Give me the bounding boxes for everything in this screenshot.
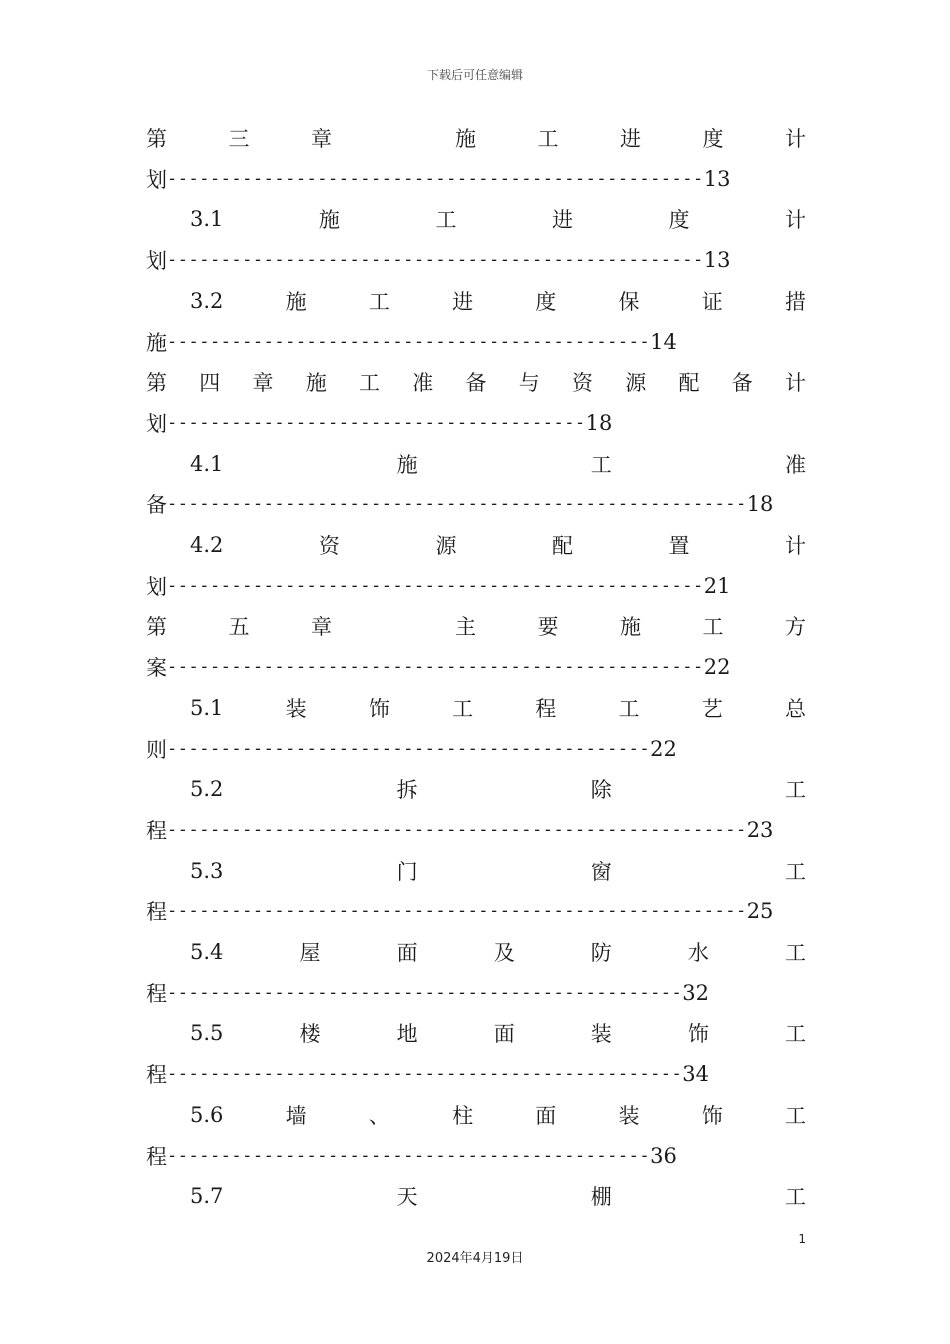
toc-title-last-char: 程 xyxy=(146,1063,167,1087)
toc-dot-leader: --------------------------------------- xyxy=(167,413,586,433)
toc-dot-leader: ------------------------------------------------ xyxy=(167,1064,683,1084)
toc-title-char: 饰 xyxy=(368,697,390,721)
toc-entry-leader-line[interactable] xyxy=(146,409,612,437)
toc-title-char: 拆 xyxy=(396,778,418,802)
toc-title-char: 装 xyxy=(590,1022,612,1046)
toc-entry-title[interactable] xyxy=(146,612,806,640)
toc-title-char: 工 xyxy=(368,290,390,314)
toc-entry-leader-line[interactable] xyxy=(146,1060,709,1088)
toc-title-last-char: 备 xyxy=(146,493,167,517)
toc-title-char: 总 xyxy=(784,697,806,721)
toc-title-char: 工 xyxy=(590,453,612,477)
toc-title-char: 第 xyxy=(146,371,167,395)
toc-title-char: 3.2 xyxy=(190,289,224,313)
toc-title-char: 4.2 xyxy=(190,533,224,557)
toc-entry-leader-line[interactable] xyxy=(146,735,677,763)
page-number: 1 xyxy=(798,1232,806,1246)
toc-entry-leader-line[interactable] xyxy=(146,979,709,1007)
toc-title-char: 工 xyxy=(784,860,806,884)
toc-dot-leader: -------------------------------------------------- xyxy=(167,250,704,270)
toc-title-char: 装 xyxy=(618,1104,640,1128)
toc-title-char: 窗 xyxy=(590,860,612,884)
toc-entry-title[interactable] xyxy=(190,1182,806,1210)
toc-title-char: 及 xyxy=(493,941,515,965)
toc-title-char: 施 xyxy=(305,371,327,395)
toc-title-char: 进 xyxy=(620,127,641,151)
toc-title-char: 度 xyxy=(702,127,724,151)
toc-title-char: 、 xyxy=(368,1104,390,1128)
toc-title-char: 面 xyxy=(535,1104,557,1128)
toc-title-char: 地 xyxy=(396,1022,418,1046)
toc-title-char: 准 xyxy=(784,453,806,477)
toc-title-char: 章 xyxy=(252,371,274,395)
toc-title-last-char: 程 xyxy=(146,1145,167,1169)
toc-title-char: 天 xyxy=(396,1185,418,1209)
toc-title-char: 计 xyxy=(784,208,806,232)
toc-entry-title[interactable] xyxy=(190,287,806,315)
toc-title-char: 源 xyxy=(625,371,647,395)
toc-title-char: 工 xyxy=(784,1185,806,1209)
toc-page-number: 32 xyxy=(682,981,710,1005)
toc-title-char: 除 xyxy=(590,778,612,802)
toc-title-last-char: 划 xyxy=(146,575,167,599)
toc-page-number: 18 xyxy=(585,411,613,435)
toc-title-last-char: 程 xyxy=(146,819,167,843)
toc-title-char: 章 xyxy=(311,615,332,639)
toc-entry-title[interactable] xyxy=(190,1101,806,1129)
toc-title-char: 水 xyxy=(687,941,709,965)
toc-title-last-char: 程 xyxy=(146,982,167,1006)
toc-title-char: 柱 xyxy=(452,1104,474,1128)
toc-title-char: 5.5 xyxy=(190,1021,224,1045)
toc-entry-title[interactable] xyxy=(146,368,806,396)
toc-dot-leader: --------------------------------------------- xyxy=(167,1146,651,1166)
toc-title-char: 面 xyxy=(396,941,418,965)
toc-title-char: 度 xyxy=(668,208,690,232)
toc-title-char: 工 xyxy=(784,941,806,965)
toc-entry-leader-line[interactable] xyxy=(146,490,773,518)
toc-title-char: 4.1 xyxy=(190,452,224,476)
toc-page-number: 36 xyxy=(650,1144,677,1168)
toc-title-char: 主 xyxy=(455,615,476,639)
toc-entry-leader-line[interactable] xyxy=(146,653,730,681)
toc-title-char: 计 xyxy=(784,534,806,558)
toc-title-char: 与 xyxy=(518,371,540,395)
toc-dot-leader: ------------------------------------------------------ xyxy=(167,820,747,840)
toc-title-char: 施 xyxy=(455,127,476,151)
toc-title-char: 工 xyxy=(784,1022,806,1046)
toc-entry-title[interactable] xyxy=(190,857,806,885)
toc-page-number: 21 xyxy=(703,574,731,598)
toc-title-char: 施 xyxy=(318,208,340,232)
toc-dot-leader: -------------------------------------------------- xyxy=(167,169,704,189)
toc-title-char: 资 xyxy=(572,371,593,395)
toc-page-number: 18 xyxy=(746,492,774,516)
toc-title-char: 配 xyxy=(551,534,573,558)
toc-title-char: 四 xyxy=(199,371,221,395)
toc-page-number: 34 xyxy=(682,1062,710,1086)
toc-dot-leader: --------------------------------------------- xyxy=(167,332,651,352)
toc-title-char: 5.4 xyxy=(190,940,224,964)
toc-page-number: 22 xyxy=(703,655,731,679)
toc-title-last-char: 则 xyxy=(146,738,167,762)
toc-page-number: 22 xyxy=(650,737,677,761)
toc-title-char: 工 xyxy=(784,1104,806,1128)
toc-title-char: 置 xyxy=(668,534,690,558)
toc-title-char: 资 xyxy=(318,534,340,558)
toc-title-last-char: 划 xyxy=(146,168,167,192)
toc-dot-leader: --------------------------------------------- xyxy=(167,739,651,759)
toc-title-char: 棚 xyxy=(590,1185,612,1209)
toc-title-char: 5.3 xyxy=(190,859,224,883)
toc-title-char: 防 xyxy=(590,941,612,965)
toc-title-char: 进 xyxy=(551,208,573,232)
toc-entry-title[interactable] xyxy=(190,205,806,233)
toc-title-char: 工 xyxy=(359,371,380,395)
toc-title-last-char: 划 xyxy=(146,249,167,273)
toc-entry-title[interactable] xyxy=(190,531,806,559)
toc-title-char: 源 xyxy=(435,534,457,558)
toc-title-char: 楼 xyxy=(299,1022,321,1046)
toc-title-char: 备 xyxy=(731,371,753,395)
toc-title-char: 第 xyxy=(146,127,167,151)
toc-title-char: 工 xyxy=(435,208,457,232)
toc-title-char: 5.7 xyxy=(190,1184,224,1208)
toc-title-char: 装 xyxy=(285,697,307,721)
toc-title-char: 第 xyxy=(146,615,167,639)
toc-title-char: 度 xyxy=(535,290,557,314)
toc-entry-title[interactable] xyxy=(190,1019,806,1047)
toc-title-char: 门 xyxy=(396,860,418,884)
toc-title-last-char: 案 xyxy=(146,656,167,680)
toc-title-char: 计 xyxy=(785,127,806,151)
toc-title-char: 屋 xyxy=(299,941,321,965)
toc-title-last-char: 施 xyxy=(146,331,167,355)
toc-entry-title[interactable] xyxy=(146,124,806,152)
toc-entry-leader-line[interactable] xyxy=(146,572,730,600)
toc-page-number: 14 xyxy=(650,330,677,354)
toc-entry-leader-line[interactable] xyxy=(146,816,773,844)
toc-page-number: 23 xyxy=(746,818,774,842)
toc-entry-leader-line[interactable] xyxy=(146,165,730,193)
toc-title-char: 三 xyxy=(228,127,250,151)
toc-title-char: 面 xyxy=(493,1022,515,1046)
toc-entry-title[interactable] xyxy=(190,694,806,722)
toc-title-char: 墙 xyxy=(285,1104,307,1128)
toc-title-char: 要 xyxy=(537,615,559,639)
toc-title-char: 施 xyxy=(396,453,418,477)
toc-title-char: 工 xyxy=(618,697,640,721)
toc-title-last-char: 划 xyxy=(146,412,167,436)
toc-title-char: 备 xyxy=(465,371,487,395)
toc-entry-leader-line[interactable] xyxy=(146,1142,677,1170)
toc-title-char: 工 xyxy=(452,697,474,721)
toc-title-char: 工 xyxy=(537,127,559,151)
toc-title-char: 措 xyxy=(784,290,806,314)
toc-entry-title[interactable] xyxy=(190,775,806,803)
toc-title-char: 5.6 xyxy=(190,1103,224,1127)
toc-page-number: 25 xyxy=(746,899,774,923)
toc-title-char: 章 xyxy=(311,127,332,151)
toc-dot-leader: ------------------------------------------------------ xyxy=(167,901,747,921)
toc-dot-leader: -------------------------------------------------- xyxy=(167,576,704,596)
toc-dot-leader: -------------------------------------------------- xyxy=(167,657,704,677)
toc-title-char: 计 xyxy=(785,371,806,395)
toc-entry-title[interactable] xyxy=(190,938,806,966)
toc-title-char: 五 xyxy=(228,615,250,639)
toc-title-char: 艺 xyxy=(701,697,723,721)
toc-title-char: 施 xyxy=(620,615,641,639)
page-header: 下载后可任意编辑 xyxy=(426,68,523,82)
toc-title-char: 工 xyxy=(784,778,806,802)
toc-title-char: 5.2 xyxy=(190,777,224,801)
toc-entry-leader-line[interactable] xyxy=(146,897,773,925)
footer-date: 2024年4月19日 xyxy=(426,1251,524,1266)
toc-title-char: 证 xyxy=(701,290,723,314)
toc-dot-leader: ------------------------------------------------ xyxy=(167,983,683,1003)
toc-title-char: 准 xyxy=(412,371,434,395)
toc-title-char: 施 xyxy=(285,290,307,314)
toc-dot-leader: ------------------------------------------------------ xyxy=(167,494,747,514)
toc-title-char: 饰 xyxy=(701,1104,723,1128)
toc-title-char: 保 xyxy=(618,290,640,314)
toc-page-number: 13 xyxy=(703,248,731,272)
toc-title-last-char: 程 xyxy=(146,900,167,924)
toc-title-char: 饰 xyxy=(687,1022,709,1046)
toc-entry-title[interactable] xyxy=(190,450,806,478)
toc-title-char: 5.1 xyxy=(190,696,224,720)
toc-title-char: 3.1 xyxy=(190,207,224,231)
toc-title-char: 配 xyxy=(678,371,700,395)
toc-entry-leader-line[interactable] xyxy=(146,328,677,356)
toc-title-char: 进 xyxy=(452,290,474,314)
toc-title-char: 方 xyxy=(785,615,806,639)
toc-page-number: 13 xyxy=(703,167,731,191)
toc-title-char: 程 xyxy=(535,697,557,721)
toc-title-char: 工 xyxy=(702,615,724,639)
toc-entry-leader-line[interactable] xyxy=(146,246,730,274)
